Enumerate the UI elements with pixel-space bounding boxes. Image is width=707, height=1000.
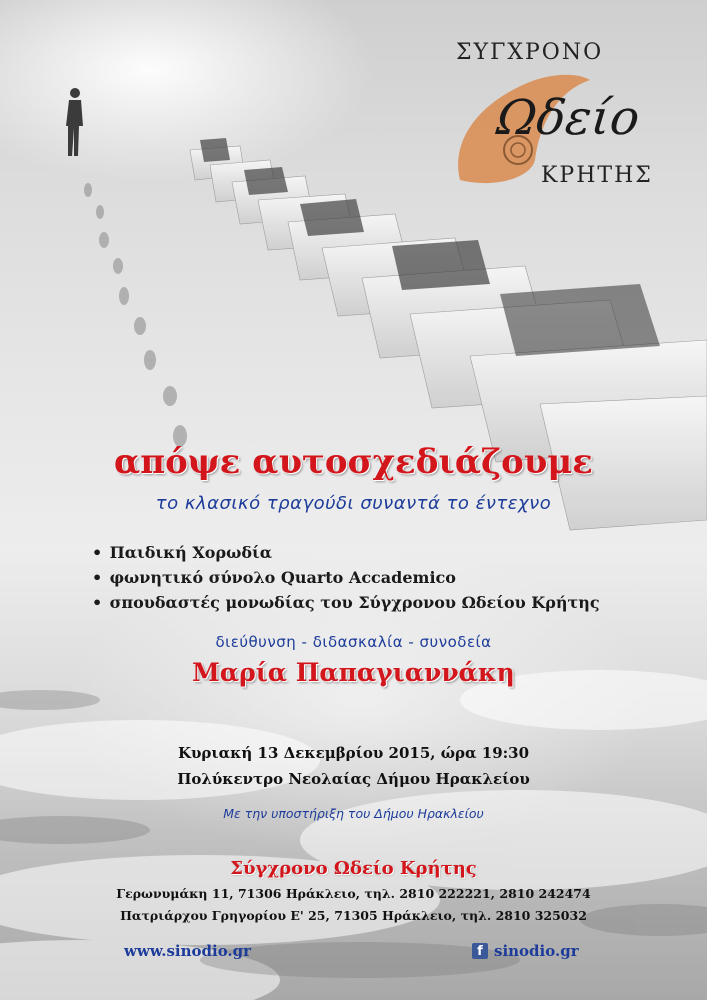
event-subtitle: το κλασικό τραγούδι συναντά το έντεχνο <box>155 493 552 514</box>
performer-label: Παιδική Χορωδία <box>109 543 273 562</box>
facebook-link[interactable] <box>472 942 579 960</box>
event-datetime: Κυριακή 13 Δεκεμβρίου 2015, ώρα 19:30 <box>177 744 530 762</box>
performers-list <box>92 540 600 615</box>
event-venue: Πολύκεντρο Νεολαίας Δήμου Ηρακλείου <box>177 770 530 788</box>
website-link[interactable]: www.sinodio.gr <box>124 942 252 960</box>
performer-label: σπουδαστές μονωδίας του Σύγχρονου Ωδείου Κρήτης <box>109 593 600 612</box>
facebook-icon: f <box>472 943 488 959</box>
logo-bottom-text: ΚΡΗΤΗΣ <box>541 163 653 188</box>
facebook-label: sinodio.gr <box>494 942 579 960</box>
logo-top-text: ΣΥΓΧΡΟΝΟ <box>456 40 604 65</box>
bullet-icon: • <box>92 543 103 562</box>
walking-figure-silhouette <box>60 86 90 166</box>
organization-name: Σύγχρονο Ωδείο Κρήτης <box>230 858 477 879</box>
list-item <box>92 590 600 615</box>
support-note: Με την υποστήριξη του Δήμου Ηρακλείου <box>223 806 484 821</box>
performer-label: φωνητικό σύνολο Quarto Accademico <box>109 568 456 587</box>
bullet-icon: • <box>92 593 103 612</box>
address-line-2: Πατριάρχου Γρηγορίου Ε' 25, 71305 Ηράκλειο, τηλ. 2810 325032 <box>120 908 587 923</box>
address-line-1: Γερωνυμάκη 11, 71306 Ηράκλειο, τηλ. 2810 222221, 2810 242474 <box>116 886 591 901</box>
list-item <box>92 565 600 590</box>
logo-script-text: Ωδείο <box>494 90 643 146</box>
list-item <box>92 540 600 565</box>
bullet-icon: • <box>92 568 103 587</box>
direction-label: διεύθυνση - διδασκαλία - συνοδεία <box>215 633 492 651</box>
event-title: απόψε αυτοσχεδιάζουμε <box>114 442 593 482</box>
conductor-name: Μαρία Παπαγιαννάκη <box>192 658 515 687</box>
